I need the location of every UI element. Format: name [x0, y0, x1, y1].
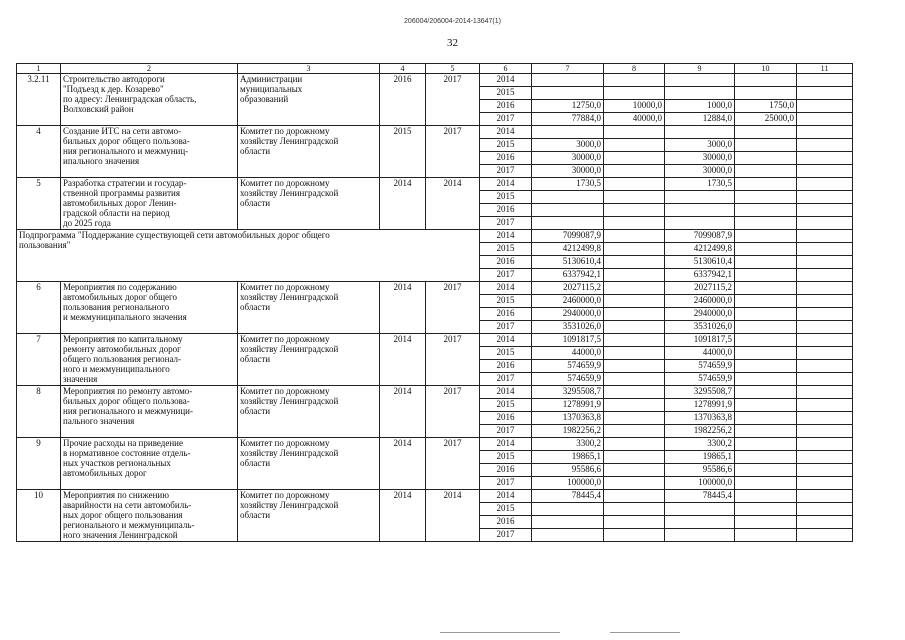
column-header: 2 — [61, 64, 238, 74]
amount-other — [797, 282, 853, 295]
column-header: 3 — [238, 64, 380, 74]
amount-reg: 574659,9 — [665, 360, 735, 373]
amount-reg: 78445,4 — [665, 490, 735, 503]
amount-total — [532, 87, 604, 100]
table-row — [17, 126, 853, 139]
amount-reg — [665, 217, 735, 230]
amount-mun — [735, 269, 797, 282]
amount-mun — [735, 243, 797, 256]
amount-total: 1730,5 — [532, 178, 604, 191]
amount-total: 19865,1 — [532, 451, 604, 464]
finance-year: 2015 — [480, 451, 532, 464]
amount-mun: 1750,0 — [735, 100, 797, 113]
amount-fed — [604, 386, 665, 399]
end-year: 2014 — [426, 490, 480, 542]
item-name: Прочие расходы на приведение в нормативное состояние отдель- ных участков региональных автомобильных дорог — [61, 438, 238, 490]
column-header: 4 — [380, 64, 426, 74]
finance-year: 2015 — [480, 191, 532, 204]
table-row — [17, 386, 853, 399]
finance-year: 2016 — [480, 308, 532, 321]
amount-fed — [604, 503, 665, 516]
column-header: 8 — [604, 64, 665, 74]
amount-reg — [665, 503, 735, 516]
amount-reg: 3000,0 — [665, 139, 735, 152]
amount-reg: 19865,1 — [665, 451, 735, 464]
end-year: 2017 — [426, 386, 480, 438]
amount-total — [532, 74, 604, 87]
amount-mun — [735, 477, 797, 490]
item-executor: Комитет по дорожному хозяйству Ленинградской области — [238, 490, 380, 542]
amount-other — [797, 477, 853, 490]
amount-total: 3300,2 — [532, 438, 604, 451]
amount-total: 1091817,5 — [532, 334, 604, 347]
amount-fed — [604, 243, 665, 256]
amount-reg: 1730,5 — [665, 178, 735, 191]
item-number: 3.2.11 — [17, 74, 61, 126]
start-year: 2014 — [380, 178, 426, 230]
page-number: 32 — [447, 37, 458, 49]
finance-year: 2014 — [480, 74, 532, 87]
document-id: 206004/206004-2014-13647(1) — [404, 18, 501, 25]
amount-mun — [735, 373, 797, 386]
start-year: 2016 — [380, 74, 426, 126]
item-executor: Комитет по дорожному хозяйству Ленинградской области — [238, 386, 380, 438]
finance-year: 2015 — [480, 139, 532, 152]
amount-fed — [604, 191, 665, 204]
footer-rule — [610, 632, 680, 633]
amount-fed — [604, 126, 665, 139]
amount-reg — [665, 204, 735, 217]
amount-mun — [735, 204, 797, 217]
finance-year: 2016 — [480, 360, 532, 373]
amount-reg: 7099087,9 — [665, 230, 735, 243]
item-name: Мероприятия по капитальному ремонту автомобильных дорог общего пользования регионал- ного и межмуниципального значения — [61, 334, 238, 386]
item-number: 5 — [17, 178, 61, 230]
amount-reg: 2027115,2 — [665, 282, 735, 295]
amount-total: 6337942,1 — [532, 269, 604, 282]
amount-other — [797, 230, 853, 243]
finance-year: 2015 — [480, 347, 532, 360]
finance-year: 2015 — [480, 503, 532, 516]
amount-other — [797, 126, 853, 139]
finance-year: 2017 — [480, 529, 532, 542]
finance-year: 2014 — [480, 334, 532, 347]
amount-mun — [735, 412, 797, 425]
amount-fed — [604, 230, 665, 243]
program-table — [16, 63, 853, 542]
amount-mun — [735, 334, 797, 347]
amount-other — [797, 438, 853, 451]
amount-fed — [604, 321, 665, 334]
amount-total — [532, 529, 604, 542]
amount-mun — [735, 347, 797, 360]
amount-mun — [735, 282, 797, 295]
start-year: 2014 — [380, 490, 426, 542]
start-year: 2014 — [380, 282, 426, 334]
amount-total — [532, 503, 604, 516]
finance-year: 2014 — [480, 126, 532, 139]
item-executor: Комитет по дорожному хозяйству Ленинградской области — [238, 334, 380, 386]
amount-total: 12750,0 — [532, 100, 604, 113]
column-header: 11 — [797, 64, 853, 74]
item-executor: Комитет по дорожному хозяйству Ленинградской области — [238, 438, 380, 490]
amount-other — [797, 243, 853, 256]
amount-other — [797, 269, 853, 282]
end-year: 2014 — [426, 178, 480, 230]
amount-total: 574659,9 — [532, 360, 604, 373]
amount-total — [532, 126, 604, 139]
amount-mun — [735, 399, 797, 412]
amount-mun — [735, 152, 797, 165]
amount-other — [797, 191, 853, 204]
amount-mun — [735, 230, 797, 243]
finance-year: 2014 — [480, 438, 532, 451]
finance-year: 2016 — [480, 100, 532, 113]
finance-year: 2016 — [480, 152, 532, 165]
amount-other — [797, 295, 853, 308]
amount-reg: 1000,0 — [665, 100, 735, 113]
finance-year: 2014 — [480, 386, 532, 399]
amount-total: 2027115,2 — [532, 282, 604, 295]
amount-other — [797, 451, 853, 464]
amount-mun — [735, 165, 797, 178]
amount-fed — [604, 412, 665, 425]
amount-other — [797, 217, 853, 230]
amount-fed — [604, 87, 665, 100]
amount-other — [797, 321, 853, 334]
amount-other — [797, 347, 853, 360]
amount-fed — [604, 269, 665, 282]
amount-reg: 1091817,5 — [665, 334, 735, 347]
amount-other — [797, 100, 853, 113]
end-year: 2017 — [426, 438, 480, 490]
item-executor: Комитет по дорожному хозяйству Ленинградской области — [238, 126, 380, 178]
amount-other — [797, 425, 853, 438]
amount-mun — [735, 529, 797, 542]
amount-reg: 574659,9 — [665, 373, 735, 386]
finance-year: 2014 — [480, 282, 532, 295]
finance-year: 2016 — [480, 516, 532, 529]
finance-year: 2017 — [480, 373, 532, 386]
start-year: 2015 — [380, 126, 426, 178]
amount-reg: 1982256,2 — [665, 425, 735, 438]
amount-total: 100000,0 — [532, 477, 604, 490]
amount-fed — [604, 516, 665, 529]
amount-mun — [735, 191, 797, 204]
amount-other — [797, 74, 853, 87]
item-number: 10 — [17, 490, 61, 542]
amount-mun — [735, 217, 797, 230]
amount-fed — [604, 308, 665, 321]
end-year: 2017 — [426, 334, 480, 386]
subprogram-row — [17, 230, 853, 243]
amount-fed: 40000,0 — [604, 113, 665, 126]
amount-fed — [604, 178, 665, 191]
amount-other — [797, 204, 853, 217]
item-name: Мероприятия по снижению аварийности на сети автомобиль- ных дорог общего пользования регионального и межмуниципаль- ного значения Ленинградской — [61, 490, 238, 542]
amount-other — [797, 529, 853, 542]
amount-mun — [735, 321, 797, 334]
amount-total: 2940000,0 — [532, 308, 604, 321]
amount-reg: 1278991,9 — [665, 399, 735, 412]
amount-mun — [735, 360, 797, 373]
amount-fed — [604, 529, 665, 542]
amount-reg: 5130610,4 — [665, 256, 735, 269]
finance-year: 2017 — [480, 477, 532, 490]
amount-fed — [604, 438, 665, 451]
amount-other — [797, 178, 853, 191]
column-header: 7 — [532, 64, 604, 74]
amount-fed — [604, 399, 665, 412]
finance-year: 2015 — [480, 295, 532, 308]
amount-fed — [604, 464, 665, 477]
amount-mun — [735, 516, 797, 529]
amount-fed — [604, 152, 665, 165]
amount-reg: 3531026,0 — [665, 321, 735, 334]
amount-other — [797, 165, 853, 178]
finance-year: 2016 — [480, 204, 532, 217]
amount-reg: 6337942,1 — [665, 269, 735, 282]
amount-total — [532, 204, 604, 217]
table-row — [17, 178, 853, 191]
amount-reg: 1370363,8 — [665, 412, 735, 425]
amount-total: 3531026,0 — [532, 321, 604, 334]
amount-reg: 30000,0 — [665, 152, 735, 165]
finance-year: 2016 — [480, 412, 532, 425]
amount-fed — [604, 165, 665, 178]
amount-other — [797, 516, 853, 529]
amount-other — [797, 308, 853, 321]
amount-other — [797, 490, 853, 503]
amount-other — [797, 503, 853, 516]
amount-total: 1278991,9 — [532, 399, 604, 412]
amount-mun — [735, 490, 797, 503]
finance-year: 2017 — [480, 321, 532, 334]
finance-year: 2016 — [480, 256, 532, 269]
amount-reg: 44000,0 — [665, 347, 735, 360]
amount-fed — [604, 334, 665, 347]
column-header: 6 — [480, 64, 532, 74]
item-name: Создание ИТС на сети автомо- бильных дорог общего пользова- ния регионального и межмуниц- ипального значения — [61, 126, 238, 178]
amount-other — [797, 386, 853, 399]
amount-total: 5130610,4 — [532, 256, 604, 269]
finance-year: 2016 — [480, 464, 532, 477]
finance-year: 2014 — [480, 230, 532, 243]
footer-rule — [440, 632, 560, 633]
amount-fed: 10000,0 — [604, 100, 665, 113]
column-header: 5 — [426, 64, 480, 74]
amount-reg: 30000,0 — [665, 165, 735, 178]
item-name: Мероприятия по ремонту автомо- бильных дорог общего пользова- ния регионального и межмуници- пального значения — [61, 386, 238, 438]
amount-total: 4212499,8 — [532, 243, 604, 256]
finance-year: 2015 — [480, 399, 532, 412]
amount-mun — [735, 87, 797, 100]
amount-total: 3000,0 — [532, 139, 604, 152]
amount-reg — [665, 529, 735, 542]
table-row — [17, 282, 853, 295]
finance-year: 2015 — [480, 87, 532, 100]
amount-other — [797, 412, 853, 425]
amount-total: 7099087,9 — [532, 230, 604, 243]
end-year: 2017 — [426, 74, 480, 126]
amount-fed — [604, 282, 665, 295]
table-row — [17, 490, 853, 503]
amount-reg: 4212499,8 — [665, 243, 735, 256]
amount-total — [532, 217, 604, 230]
amount-mun — [735, 438, 797, 451]
amount-fed — [604, 451, 665, 464]
amount-mun — [735, 464, 797, 477]
end-year: 2017 — [426, 282, 480, 334]
amount-total: 574659,9 — [532, 373, 604, 386]
finance-year: 2017 — [480, 217, 532, 230]
start-year: 2014 — [380, 334, 426, 386]
amount-other — [797, 360, 853, 373]
amount-total: 44000,0 — [532, 347, 604, 360]
amount-other — [797, 334, 853, 347]
amount-mun — [735, 139, 797, 152]
amount-reg: 2940000,0 — [665, 308, 735, 321]
amount-fed — [604, 295, 665, 308]
finance-year: 2017 — [480, 165, 532, 178]
amount-fed — [604, 477, 665, 490]
amount-total — [532, 191, 604, 204]
column-header: 10 — [735, 64, 797, 74]
item-executor: Администрации муниципальных образований — [238, 74, 380, 126]
amount-total: 78445,4 — [532, 490, 604, 503]
item-executor: Комитет по дорожному хозяйству Ленинградской области — [238, 282, 380, 334]
amount-mun — [735, 126, 797, 139]
finance-year: 2014 — [480, 178, 532, 191]
amount-reg — [665, 87, 735, 100]
start-year: 2014 — [380, 386, 426, 438]
item-number: 4 — [17, 126, 61, 178]
amount-fed — [604, 425, 665, 438]
amount-fed — [604, 373, 665, 386]
amount-mun — [735, 503, 797, 516]
amount-other — [797, 87, 853, 100]
amount-fed — [604, 74, 665, 87]
amount-other — [797, 373, 853, 386]
amount-reg: 3295508,7 — [665, 386, 735, 399]
finance-year: 2014 — [480, 490, 532, 503]
amount-fed — [604, 139, 665, 152]
finance-year: 2017 — [480, 269, 532, 282]
amount-mun — [735, 256, 797, 269]
item-name: Мероприятия по содержанию автомобильных дорог общего пользования регионального и межмуниципального значения — [61, 282, 238, 334]
amount-mun — [735, 295, 797, 308]
amount-fed — [604, 347, 665, 360]
finance-year: 2017 — [480, 113, 532, 126]
amount-reg — [665, 74, 735, 87]
column-header: 9 — [665, 64, 735, 74]
amount-reg: 2460000,0 — [665, 295, 735, 308]
amount-total: 30000,0 — [532, 165, 604, 178]
amount-other — [797, 152, 853, 165]
item-number: 7 — [17, 334, 61, 386]
item-number: 9 — [17, 438, 61, 490]
amount-total: 3295508,7 — [532, 386, 604, 399]
amount-total: 1982256,2 — [532, 425, 604, 438]
amount-reg: 95586,6 — [665, 464, 735, 477]
amount-other — [797, 113, 853, 126]
item-name: Разработка стратегии и государ- ственной программы развития автомобильных дорог Ленин- градской области на период до 2025 года — [61, 178, 238, 230]
amount-total: 95586,6 — [532, 464, 604, 477]
amount-fed — [604, 490, 665, 503]
amount-mun — [735, 74, 797, 87]
item-executor: Комитет по дорожному хозяйству Ленинградской области — [238, 178, 380, 230]
table-row — [17, 438, 853, 451]
amount-mun — [735, 178, 797, 191]
amount-reg: 12884,0 — [665, 113, 735, 126]
item-name: Строительство автодороги "Подъезд к дер. Козарево" по адресу: Ленинградская область, Волховский район — [61, 74, 238, 126]
amount-total: 30000,0 — [532, 152, 604, 165]
table-row — [17, 334, 853, 347]
amount-mun — [735, 386, 797, 399]
amount-other — [797, 464, 853, 477]
finance-year: 2015 — [480, 243, 532, 256]
amount-reg — [665, 191, 735, 204]
amount-reg — [665, 126, 735, 139]
column-number-row — [17, 64, 853, 74]
amount-other — [797, 399, 853, 412]
amount-reg: 3300,2 — [665, 438, 735, 451]
amount-total: 2460000,0 — [532, 295, 604, 308]
amount-total: 1370363,8 — [532, 412, 604, 425]
item-number: 8 — [17, 386, 61, 438]
amount-mun — [735, 451, 797, 464]
amount-fed — [604, 256, 665, 269]
amount-total: 77884,0 — [532, 113, 604, 126]
column-header: 1 — [17, 64, 61, 74]
amount-reg — [665, 516, 735, 529]
amount-mun: 25000,0 — [735, 113, 797, 126]
table-row — [17, 74, 853, 87]
amount-fed — [604, 217, 665, 230]
item-number: 6 — [17, 282, 61, 334]
amount-fed — [604, 360, 665, 373]
amount-other — [797, 139, 853, 152]
amount-reg: 100000,0 — [665, 477, 735, 490]
start-year: 2014 — [380, 438, 426, 490]
amount-other — [797, 256, 853, 269]
subprogram-title: Подпрограмма "Поддержание существующей сети автомобильных дорог общего пользования" — [17, 230, 480, 282]
end-year: 2017 — [426, 126, 480, 178]
amount-mun — [735, 425, 797, 438]
amount-fed — [604, 204, 665, 217]
finance-year: 2017 — [480, 425, 532, 438]
amount-mun — [735, 308, 797, 321]
amount-total — [532, 516, 604, 529]
